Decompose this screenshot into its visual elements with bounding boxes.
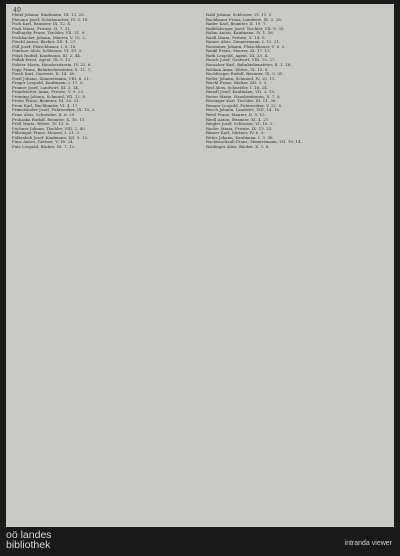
page-number: 40 — [13, 7, 22, 14]
directory-entry: Raidl Maria, Private, X. 14. 9. — [206, 34, 266, 40]
directory-entry: Polak Rudolf, Kaufmann, III. 2. 44. — [12, 52, 82, 58]
directory-entry: Pock Maria, Private, II. 7. 31. — [12, 25, 72, 31]
directory-entry: Pramer Josef, Landwirt, XI. 3. 14. — [12, 84, 80, 90]
directory-entry: Pöschl Anton, Bäcker, XII. 4. 27. — [12, 39, 77, 45]
directory-entry: Prinz Alois, Schneider, II. 6. 29. — [12, 112, 76, 118]
directory-entry: Reiter Maria, Hausbesitzerin, X. 7. 8. — [206, 93, 281, 99]
directory-entry: Reisinger Karl, Tischler, III. 11. 30. — [206, 98, 277, 104]
directory-entry: Putz Leopold, Bäcker, III. 7. 12. — [12, 143, 76, 149]
directory-entry: Rabl Johann, Schlosser, VI. 11. 5. — [206, 12, 273, 17]
directory-entry: Rahm Anton, Kaufmann, IV. 1. 16. — [206, 30, 274, 36]
directory-entry: Popp Franz, Bahnbediensteter, X. 11. 7. — [12, 66, 92, 72]
directory-entry: Reif Alois, Schneider, I. 16. 24. — [206, 84, 268, 90]
directory-entry: Primetshofer Josef, Fuhrwerker, IX. 15. 2. — [12, 107, 96, 113]
directory-entry: Pollak Ernst, Agent, IX. 5. 12. — [12, 57, 72, 63]
directory-entry: Pöchhacker Johann, Maurer, V. 15. 2. — [12, 34, 87, 40]
directory-entry: Punz Anton, Gärtner, V. 16. 24. — [12, 139, 74, 145]
directory-entry: Prohaska Rudolf, Beamter, X. 18. 11. — [12, 116, 86, 122]
directory-entry: Reichl Franz, Bäcker, XII. 5. 3. — [206, 80, 268, 86]
directory-entry: Rauscher Karl, Bahnbediensteter, II. 2. 18. — [206, 62, 292, 68]
directory-entry: Pointner Alois, Schlosser, VI. 19. 3. — [12, 48, 83, 54]
directory-entry: Rachbauer Franz, Landwirt, IX. 3. 28. — [206, 16, 282, 22]
directory-entry: Pulkrabek Josef, Kaufmann, XII. 9. 15. — [12, 134, 89, 140]
directory-entry: Raffelsberger Josef, Tischler, VII. 8. 33. — [206, 25, 285, 31]
directory-entry: Ritter Johann, Kaufmann, I. 3. 38. — [206, 134, 274, 140]
directory-entry: Plötzl Johann, Kaufmann, III. 13. 25. — [12, 12, 85, 17]
directory-entry: Retzl Franz, Maurer, II. 9. 12. — [206, 112, 266, 118]
directory-entry: Prager Leopold, Kaufmann, I. 17. 5. — [12, 80, 84, 86]
directory-entry: Rinner Karl, Gärtner, IV. 6. 9. — [206, 130, 265, 136]
directory-entry: Reindl Josef, Kaufmann, VII. 3. 19. — [206, 89, 276, 95]
directory-entry: Postl Johann, Zimmermann, VIII. 6. 21. — [12, 75, 91, 81]
logo-line-2: bibliothek — [6, 539, 51, 551]
logo-line-1: oö landes — [6, 529, 52, 541]
left-column — [12, 13, 194, 149]
directory-entry: Renner Leopold, Fuhrwerker, V. 22. 5. — [206, 102, 283, 108]
directory-entry: Rankl Franz, Maurer, XI. 17. 13. — [206, 48, 271, 54]
viewer-brand-link[interactable]: intranda viewer — [344, 540, 392, 547]
directory-entry: Podhajsky Franz, Tischler, VII. 21. 9. — [12, 30, 86, 36]
directory-entry: Riedl Anton, Beamter, XI. 4. 27. — [206, 116, 270, 122]
directory-entry: Rebhan Anna, Witwe, VI. 15. 6. — [206, 66, 269, 72]
directory-entry: Rainer Alois, Zimmermann, I. 12. 21. — [206, 39, 281, 45]
directory-entry: Pöll Josef, Fleischhauer, I. 8. 16. — [12, 43, 77, 49]
viewer-footer — [0, 527, 400, 556]
directory-entry: Rader Karl, Beamter, II. 19. 7. — [206, 21, 267, 27]
directory-entry: Ramsauer Johann, Fleischhauer, V. 6. 2. — [206, 43, 286, 49]
directory-entry: Posch Karl, Gastwirt, II. 14. 38. — [12, 71, 76, 77]
directory-entry: Rieder Maria, Private, IX. 13. 21. — [206, 125, 273, 131]
directory-entry: Rockenschaub Franz, Zimmermann, VII. 19. 14. — [206, 139, 302, 145]
directory-entry: Riegler Josef, Schlosser, VI. 18. 2. — [206, 121, 274, 127]
directory-entry: Rechberger Rudolf, Beamter, IX. 9. 35. — [206, 71, 284, 77]
library-logo[interactable] — [6, 530, 52, 550]
directory-entry: Pröll Maria, Witwe, IV. 13. 6. — [12, 121, 70, 127]
directory-entry: Pneuma Josef, Schuhmacher, IV. 3. 18. — [12, 16, 89, 22]
directory-entry: Prem Karl, Buchbinder, VI. 4. 17. — [12, 102, 79, 108]
directory-entry: Pühringer Franz, Maurer, I. 21. 3. — [12, 130, 81, 136]
directory-entry: Pock Karl, Beamter, IX. 12. 4. — [12, 21, 72, 27]
directory-entry: Resch Johann, Landwirt, VIII. 14. 16. — [206, 107, 281, 113]
directory-entry: Roidinger Alois, Bäcker, X. 1. 6. — [206, 143, 270, 149]
directory-entry: Preiss Franz, Beamter, III. 20. 31. — [12, 98, 80, 104]
right-column — [206, 13, 388, 149]
directory-entry: Puchner Johann, Tischler, VIII. 2. 40. — [12, 125, 86, 131]
directory-entry: Rauch Josef, Gastwirt, VIII. 10. 27. — [206, 57, 276, 63]
directory-entry: Rath Leopold, Agent, III. 23. 4. — [206, 52, 269, 58]
directory-entry: Preining Johann, Schmied, VII. 12. 8. — [12, 93, 87, 99]
directory-entry: Reder Johann, Schmied, IV. 20. 11. — [206, 75, 276, 81]
directory-entry: Polster Maria, Hausbesitzerin, IV. 22. 6. — [12, 62, 92, 68]
directory-entry: Prandstetter Anna, Private, V. 9. 23. — [12, 89, 85, 95]
scanned-page — [6, 4, 394, 527]
